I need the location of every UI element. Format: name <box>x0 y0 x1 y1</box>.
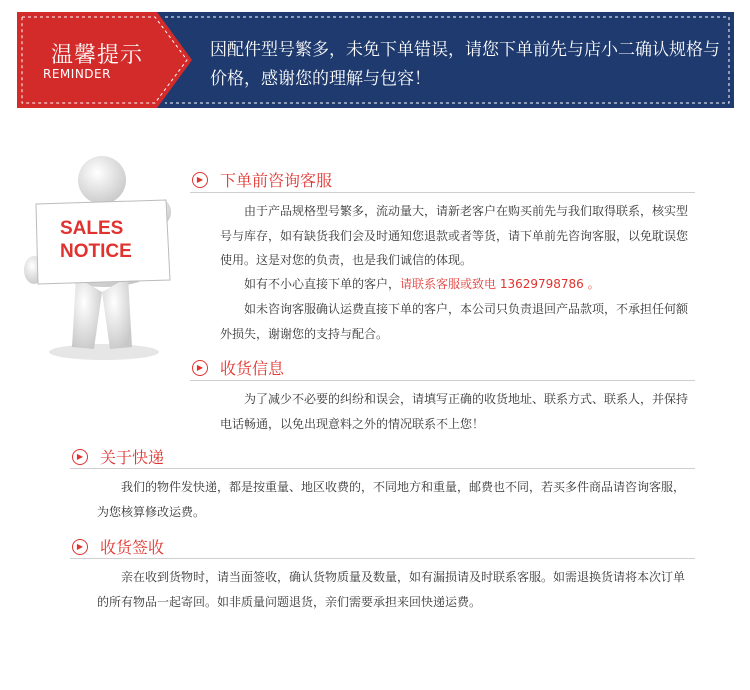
section-express-header <box>72 445 164 468</box>
consult-paragraph-3: 如未咨询客服确认运费直接下单的客户，本公司只负责退回产品款项，不承担任何额外损失，谢谢您的支持与配合。 <box>220 302 689 341</box>
contact-phone-text: 请联系客服或致电 13629798786 。 <box>400 277 600 291</box>
banner-message: 因配件型号繁多，未免下单错误，请您下单前先与店小二确认规格与价格，感谢您的理解与包容！ <box>210 40 720 89</box>
banner-subtitle: REMINDER <box>43 67 111 81</box>
play-circle-icon: ▶ <box>192 360 208 376</box>
consult-text: 如有不小心直接下单的客户， <box>244 277 401 291</box>
section-sign-header <box>72 535 164 558</box>
play-circle-icon: ▶ <box>72 449 88 465</box>
express-paragraph: 我们的物件发快递，都是按重量、地区收费的，不同地方和重量，邮费也不同，若买多件商品请咨询客服，为您核算修改运费。 <box>97 480 686 519</box>
section-title: 收货信息 <box>220 359 285 378</box>
consult-paragraph-1: 由于产品规格型号繁多，流动量大，请新老客户在购买前先与我们取得联系，核实型号与库存，如有缺货我们会及时通知您退款或者等货，请下单前先咨询客服，以免耽误您使用。这是对您的负责，也是我们诚信的体现。 <box>220 204 689 267</box>
section-consult-header <box>192 168 332 191</box>
sign-line-notice: NOTICE <box>60 241 132 262</box>
shipping-info-paragraph: 为了减少不必要的纠纷和误会，请填写正确的收货地址、联系方式、联系人，并保持电话畅通，以免出现意料之外的情况联系不上您！ <box>220 392 689 431</box>
section-title: 收货签收 <box>100 538 165 557</box>
banner-title: 温馨提示 <box>51 43 144 68</box>
sign-paragraph: 亲在收到货物时，请当面签收，确认货物质量及数量，如有漏损请及时联系客服。如需退换货请将本次订单的所有物品一起寄回。如非质量问题退货，亲们需要承担来回快递运费。 <box>97 570 686 609</box>
divider <box>70 558 695 559</box>
divider <box>70 468 695 469</box>
play-circle-icon: ▶ <box>192 172 208 188</box>
sign-line-sales: SALES <box>60 218 124 239</box>
divider <box>190 192 695 193</box>
sales-notice-figure <box>24 152 184 362</box>
section-shipping-info-header <box>192 356 284 379</box>
divider <box>190 380 695 381</box>
play-circle-icon: ▶ <box>72 539 88 555</box>
section-title: 下单前咨询客服 <box>220 171 333 190</box>
consult-paragraph-2 <box>220 272 690 297</box>
reminder-banner <box>17 12 734 108</box>
section-title: 关于快递 <box>100 448 165 467</box>
